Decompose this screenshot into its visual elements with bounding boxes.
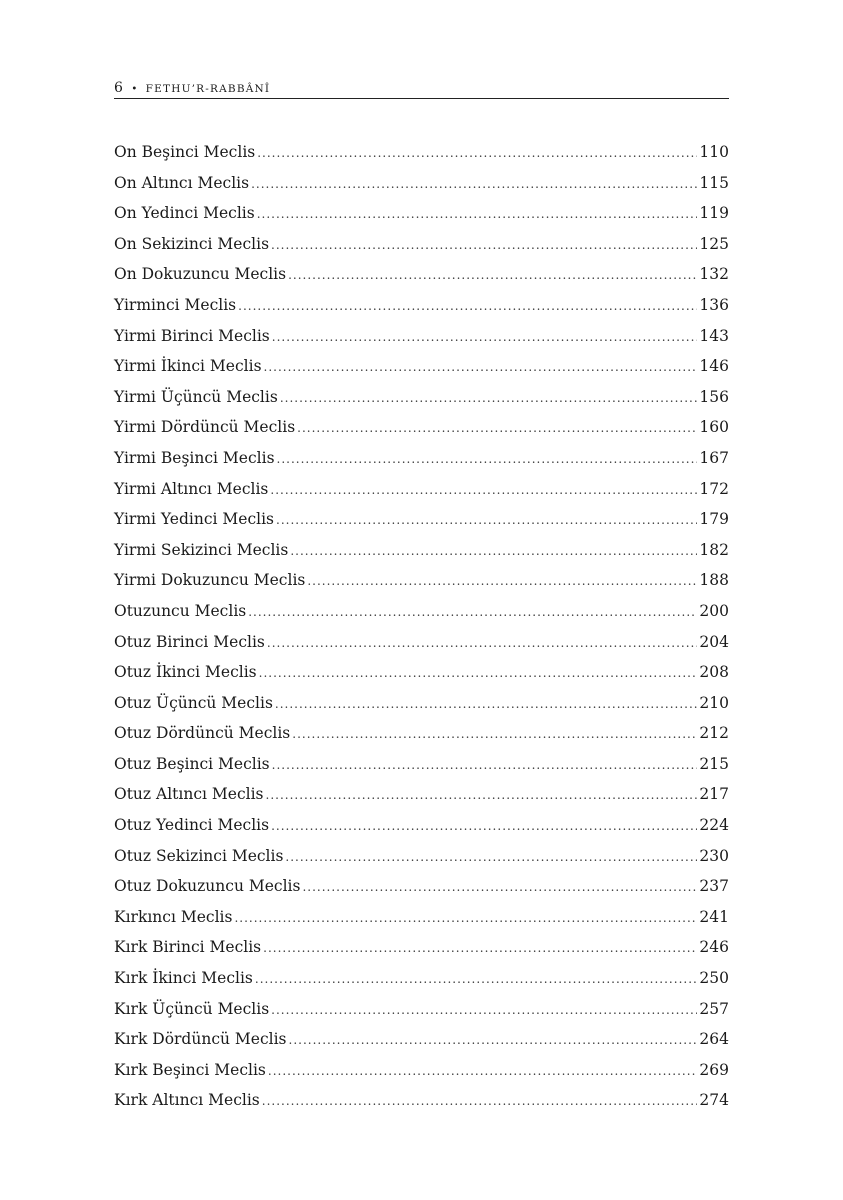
- toc-entry-title: Kırkıncı Meclis: [114, 907, 233, 926]
- toc-entry-title: Yirmi İkinci Meclis: [114, 357, 262, 376]
- dot-leader: [272, 322, 698, 353]
- toc-entry: [114, 382, 729, 413]
- toc-entry: [114, 443, 729, 474]
- dot-leader: [257, 199, 698, 230]
- toc-entry: [114, 596, 729, 627]
- toc-entry-page: 269: [699, 1060, 729, 1079]
- dot-leader: [280, 383, 698, 414]
- toc-entry-title: Yirmi Sekizinci Meclis: [114, 540, 289, 559]
- toc-entry-title: Otuz Birinci Meclis: [114, 632, 265, 651]
- toc-entry: [114, 351, 729, 382]
- header-separator: •: [131, 84, 138, 95]
- dot-leader: [251, 169, 697, 200]
- toc-entry: [114, 871, 729, 902]
- toc-entry-page: 264: [699, 1030, 729, 1049]
- toc-entry: [114, 627, 729, 658]
- dot-leader: [248, 597, 697, 628]
- toc-entry: [114, 657, 729, 688]
- toc-entry-page: 172: [699, 479, 729, 498]
- dot-leader: [271, 811, 697, 842]
- toc-entry-title: Otuzuncu Meclis: [114, 601, 247, 620]
- dot-leader: [268, 1056, 698, 1087]
- toc-entry: [114, 718, 729, 749]
- dot-leader: [238, 291, 697, 322]
- dot-leader: [271, 995, 697, 1026]
- toc-entry-title: On Sekizinci Meclis: [114, 234, 270, 253]
- toc-entry: [114, 259, 729, 290]
- toc-entry-title: Otuz Sekizinci Meclis: [114, 846, 284, 865]
- dot-leader: [285, 842, 697, 873]
- toc-entry-title: Kırk Altıncı Meclis: [114, 1091, 260, 1110]
- toc-entry: [114, 841, 729, 872]
- toc-entry-title: Yirminci Meclis: [114, 295, 237, 314]
- toc-entry-title: Yirmi Beşinci Meclis: [114, 448, 275, 467]
- dot-leader: [271, 230, 697, 261]
- toc-entry: [114, 412, 729, 443]
- toc-entry-title: On Beşinci Meclis: [114, 143, 256, 161]
- dot-leader: [307, 566, 697, 597]
- toc-entry-title: Yirmi Üçüncü Meclis: [114, 387, 278, 406]
- dot-leader: [234, 903, 697, 934]
- toc-entry: [114, 1085, 729, 1116]
- toc-entry-title: On Dokuzuncu Meclis: [114, 265, 287, 284]
- toc-entry-title: On Altıncı Meclis: [114, 173, 250, 192]
- toc-entry-title: Yirmi Altıncı Meclis: [114, 479, 269, 498]
- toc-entry-page: 224: [699, 816, 729, 835]
- toc-entry-title: Otuz Beşinci Meclis: [114, 754, 270, 773]
- dot-leader: [272, 750, 698, 781]
- dot-leader: [264, 352, 698, 383]
- toc-entry-page: 119: [699, 204, 729, 223]
- toc-entry-page: 132: [699, 265, 729, 284]
- dot-leader: [292, 719, 697, 750]
- toc-entry-page: 217: [699, 785, 729, 804]
- toc-entry-page: 257: [699, 999, 729, 1018]
- toc-entry-page: 274: [699, 1091, 729, 1110]
- dot-leader: [275, 689, 698, 720]
- dot-leader: [257, 138, 697, 169]
- dot-leader: [266, 780, 698, 811]
- dot-leader: [302, 872, 697, 903]
- toc-entry: [114, 198, 729, 229]
- dot-leader: [277, 444, 698, 475]
- dot-leader: [259, 658, 698, 689]
- dot-leader: [267, 628, 698, 659]
- toc-entry: [114, 321, 729, 352]
- toc-entry-page: 215: [699, 754, 729, 773]
- toc-entry: [114, 474, 729, 505]
- toc-entry-title: Kırk İkinci Meclis: [114, 969, 253, 988]
- table-of-contents: [114, 137, 729, 1116]
- toc-entry-page: 237: [699, 877, 729, 896]
- toc-entry: [114, 229, 729, 260]
- toc-entry-title: Otuz Yedinci Meclis: [114, 816, 270, 835]
- toc-entry-page: 204: [699, 632, 729, 651]
- toc-entry-title: Otuz Dokuzuncu Meclis: [114, 877, 301, 896]
- toc-entry-title: Yirmi Dördüncü Meclis: [114, 418, 296, 437]
- toc-entry-page: 200: [699, 601, 729, 620]
- toc-entry: [114, 902, 729, 933]
- toc-entry: [114, 1024, 729, 1055]
- toc-entry-page: 208: [699, 663, 729, 682]
- toc-entry-page: 246: [699, 938, 729, 957]
- toc-entry: [114, 994, 729, 1025]
- toc-entry-page: 182: [699, 540, 729, 559]
- toc-entry-page: 230: [699, 846, 729, 865]
- dot-leader: [289, 1025, 698, 1056]
- toc-entry-title: Otuz İkinci Meclis: [114, 663, 257, 682]
- toc-entry: [114, 535, 729, 566]
- dot-leader: [270, 475, 697, 506]
- dot-leader: [288, 260, 697, 291]
- toc-entry-page: 146: [699, 357, 729, 376]
- toc-entry-title: On Yedinci Meclis: [114, 204, 255, 223]
- toc-entry-page: 179: [699, 510, 729, 529]
- page-number: 6: [114, 80, 124, 96]
- toc-entry-page: 167: [699, 448, 729, 467]
- toc-entry: [114, 504, 729, 535]
- toc-entry: [114, 290, 729, 321]
- toc-entry-page: 188: [699, 571, 729, 590]
- toc-entry-page: 156: [699, 387, 729, 406]
- toc-entry: [114, 688, 729, 719]
- toc-entry-page: 110: [699, 143, 729, 161]
- toc-entry: [114, 565, 729, 596]
- toc-entry-title: Otuz Üçüncü Meclis: [114, 693, 273, 712]
- toc-entry: [114, 749, 729, 780]
- dot-leader: [290, 536, 697, 567]
- toc-entry-title: Yirmi Dokuzuncu Meclis: [114, 571, 306, 590]
- toc-entry: [114, 1055, 729, 1086]
- toc-entry: [114, 137, 729, 168]
- toc-entry-title: Otuz Altıncı Meclis: [114, 785, 264, 804]
- dot-leader: [262, 1086, 698, 1117]
- toc-entry: [114, 810, 729, 841]
- toc-entry: [114, 779, 729, 810]
- dot-leader: [297, 413, 697, 444]
- toc-entry-page: 241: [699, 907, 729, 926]
- toc-entry-page: 136: [699, 295, 729, 314]
- toc-entry-page: 143: [699, 326, 729, 345]
- toc-entry-page: 212: [699, 724, 729, 743]
- toc-entry-page: 210: [699, 693, 729, 712]
- toc-entry-title: Kırk Beşinci Meclis: [114, 1060, 266, 1079]
- toc-entry-title: Kırk Birinci Meclis: [114, 938, 262, 957]
- dot-leader: [255, 964, 698, 995]
- toc-entry-page: 160: [699, 418, 729, 437]
- toc-entry-title: Yirmi Yedinci Meclis: [114, 510, 274, 529]
- book-title: FETHU’R-RABBÂNÎ: [145, 83, 271, 95]
- toc-entry-title: Yirmi Birinci Meclis: [114, 326, 270, 345]
- dot-leader: [276, 505, 697, 536]
- toc-entry-page: 125: [699, 234, 729, 253]
- toc-entry-page: 250: [699, 969, 729, 988]
- toc-entry-title: Kırk Dördüncü Meclis: [114, 1030, 287, 1049]
- toc-entry-page: 115: [699, 173, 729, 192]
- toc-entry-title: Otuz Dördüncü Meclis: [114, 724, 291, 743]
- toc-entry-title: Kırk Üçüncü Meclis: [114, 999, 270, 1018]
- toc-entry: [114, 963, 729, 994]
- toc-entry: [114, 932, 729, 963]
- dot-leader: [263, 933, 697, 964]
- running-header: [114, 80, 729, 99]
- toc-entry: [114, 168, 729, 199]
